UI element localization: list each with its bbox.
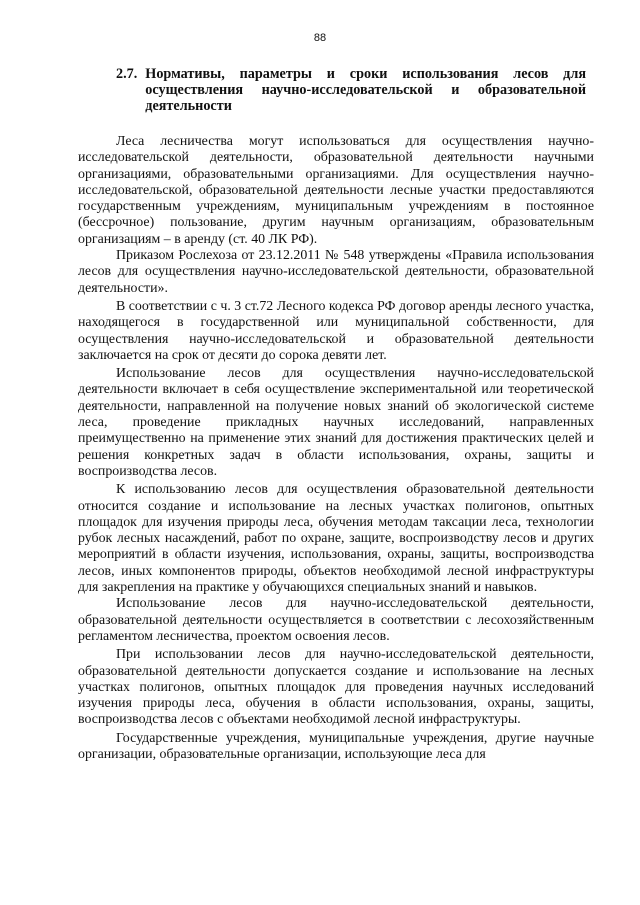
document-body: [78, 134, 594, 763]
paragraph: Леса лесничества могут использоваться для осуществления научно-исследовательской деятельности, образовательной деятельности научными организациями, образовательными организациями. Для осуществления научно-исследовательской, образовательной деятельности лесные участки предоставляются государственным учреждениям, муниципальным учреждениям в постоянное (бессрочное) пользование, другим научным организациям, образовательным организациям – в аренду (ст. 40 ЛК РФ).: [78, 134, 594, 247]
paragraph: При использовании лесов для научно-исследовательской деятельности, образовательной деятельности допускается создание и использование на лесных участках полигонов, опытных площадок для проведения научных исследований изучения природы леса, обучения в области использования, охраны, защиты, воспроизводства лесов с объектами необходимой лесной инфраструктуры.: [78, 647, 594, 728]
paragraph: Использование лесов для научно-исследовательской деятельности, образовательной деятельности осуществляется в соответствии с лесохозяйственным регламентом лесничества, проектом освоения лесов.: [78, 596, 594, 644]
section-heading: [116, 66, 586, 114]
section-number: 2.7.: [116, 66, 138, 82]
paragraph: Приказом Рослехоза от 23.12.2011 № 548 утверждены «Правила использования лесов для осуществления научно-исследовательской деятельности, образовательной деятельности».: [78, 248, 594, 296]
page-number: 88: [313, 32, 327, 44]
paragraph: В соответствии с ч. 3 ст.72 Лесного кодекса РФ договор аренды лесного участка, находящегося в государственной или муниципальной собственности, для осуществления научно-исследовательской и образовательной деятельности заключается на срок от десяти до сорока девяти лет.: [78, 298, 594, 363]
paragraph: Государственные учреждения, муниципальные учреждения, другие научные организации, образовательные организации, использующие леса для: [78, 730, 594, 762]
paragraph: Использование лесов для осуществления научно-исследовательской деятельности включает в себя осуществление экспериментальной или теоретической деятельности, направленной на получение новых знаний об экологической системе леса, проведение прикладных научных исследований, направленных преимущественно на применение этих знаний для достижения практических целей и решения конкретных задач в области использования, охраны, защиты и воспроизводства лесов.: [78, 366, 594, 479]
paragraph: К использованию лесов для осуществления образовательной деятельности относится создание и использование на лесных участках полигонов, опытных площадок для изучения природы леса, обучения методам таксации леса, технологии рубок лесных насаждений, работ по охране, защите, воспроизводству лесов и других мероприятий в области изучения, использования, охраны, защиты, воспроизводства лесов, иных компонентов природы, объектов необходимой лесной инфраструктуры для закрепления на практике у обучающихся специальных знаний и навыков.: [78, 482, 594, 596]
section-title: Нормативы, параметры и сроки использования лесов для осуществления научно-исследовательской и образовательной деятельности: [145, 66, 586, 114]
